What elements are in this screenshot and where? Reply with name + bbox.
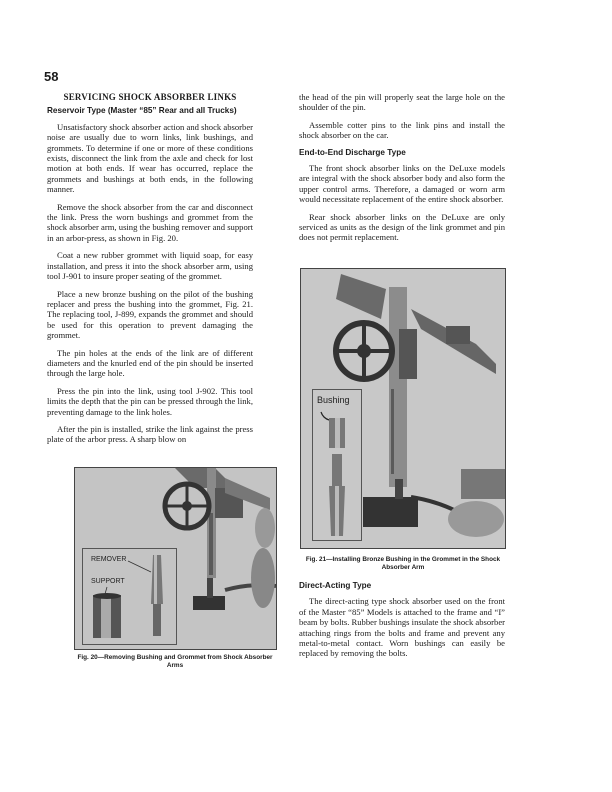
paragraph: Press the pin into the link, using tool J-902. This tool limits the depth that the pin can be pressed through the link, preventing damage to the link holes. [47, 385, 253, 417]
paragraph: The pin holes at the ends of the link are of different diameters and the knurled end of the pin should be inserted through the large hole. [47, 347, 253, 379]
paragraph: Assemble cotter pins to the link pins and install the shock absorber on the car. [299, 119, 505, 141]
bushing-label: Bushing [317, 395, 350, 405]
right-column-lower [299, 581, 505, 666]
bushing-tool-illustration [313, 390, 361, 540]
left-column [47, 92, 253, 452]
paragraph: Unsatisfactory shock absorber action and shock absorber noise are usually due to worn links, link bushings, and grommets. To determine if one or more of these conditions exists, disconnect the link from the axle and check for lost motion at both ends. If wear has occurred, replace the grommets and bushings at both ends, in the following manner. [47, 121, 253, 195]
subhead-direct-acting: Direct-Acting Type [299, 581, 372, 590]
subhead-end-to-end: End-to-End Discharge Type [299, 147, 406, 157]
paragraph: After the pin is installed, strike the link against the press plate of the arbor press. A sharp blow on [47, 423, 253, 445]
fig21-inset [312, 389, 362, 541]
figure-21-caption: Fig. 21—Installing Bronze Bushing in the Grommet in the Shock Absorber Arm [305, 556, 501, 571]
figure-20-caption: Fig. 20—Removing Bushing and Grommet from Shock Absorber Arms [77, 654, 273, 669]
fig20-inset [82, 548, 177, 645]
paragraph-continuation: the head of the pin will properly seat the large hole on the shoulder of the pin. [299, 92, 505, 113]
paragraph: Place a new bronze bushing on the pilot of the bushing replacer and press the bushing into the grommet, Fig. 21. The replacing tool, J-899, expands the grommet and should be used for this operation to prevent damaging the grommet. [47, 288, 253, 341]
paragraph: Remove the shock absorber from the car and disconnect the link. Press the worn bushings and grommet from the shock absorber arm, using the bushing remover and support in an arbor-press, as shown in Fig. 20. [47, 201, 253, 243]
paragraph: Rear shock absorber links on the DeLuxe are only serviced as units as the design of the link grommet and pin does not permit replacement. [299, 211, 505, 243]
figure-21-photo [300, 268, 506, 549]
remover-label: REMOVER [91, 556, 127, 563]
paragraph: The front shock absorber links on the DeLuxe models are integral with the shock absorber body and also form the upper control arms. Therefore, a damaged or worn arm would necessitate replacement of the entire shock absorber. [299, 163, 505, 205]
tools-illustration [83, 549, 176, 644]
page-number: 58 [44, 69, 59, 84]
support-label: SUPPORT [91, 578, 125, 585]
right-column [299, 92, 505, 250]
subhead-reservoir-type: Reservoir Type (Master “85” Rear and all Trucks) [47, 106, 237, 116]
section-title: SERVICING SHOCK ABSORBER LINKS [63, 92, 237, 102]
paragraph: The direct-acting type shock absorber used on the front of the Master “85” Models is attached to the frame and “I” beam by bolts. Rubber bushings insulate the shock absorber attaching rings from the bolts and frame and prevent any metal-to-metal contact. Worn bushings can easily be replaced by removing the bolts. [299, 596, 505, 659]
figure-20-photo [74, 467, 277, 650]
paragraph: Coat a new rubber grommet with liquid soap, for easy installation, and press it into the shock absorber arm, using tool J-901 to insure proper seating of the grommet. [47, 250, 253, 282]
